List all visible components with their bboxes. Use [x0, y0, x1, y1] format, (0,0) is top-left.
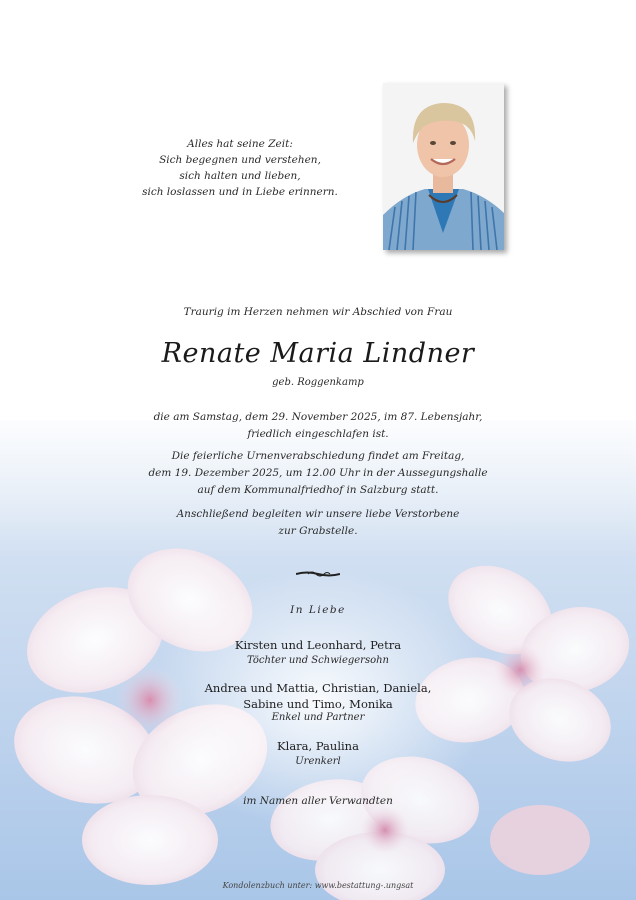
mourners-heading: In Liebe [290, 604, 346, 616]
closing-line: im Namen aller Verwandten [243, 795, 393, 807]
mourner-group-role: Urenkerl [295, 756, 341, 767]
portrait-image [383, 83, 504, 250]
death-line: die am Samstag, dem 29. November 2025, im 87. Lebensjahr, [153, 411, 483, 423]
mourner-group-role: Enkel und Partner [271, 712, 365, 723]
deceased-name: Renate Maria Lindner [161, 338, 475, 369]
mourner-group-names [0, 738, 636, 754]
poem-line: Alles hat seine Zeit: [187, 138, 293, 150]
poem-line: Sich begegnen und verstehen, [159, 154, 321, 166]
mourner-names: Sabine und Timo, Monika [243, 697, 393, 711]
ceremony-line: dem 19. Dezember 2025, um 12.00 Uhr in der Aussegungshalle [148, 467, 488, 479]
birth-name: geb. Roggenkamp [272, 377, 364, 388]
mourner-names: Klara, Paulina [277, 739, 359, 753]
mourner-group-role: Töchter und Schwiegersohn [246, 655, 389, 666]
mourner-names: Kirsten und Leonhard, Petra [234, 638, 402, 652]
death-notice [0, 409, 636, 443]
ceremony-line: auf dem Kommunalfriedhof in Salzburg statt. [197, 484, 439, 496]
poem-line: sich loslassen und in Liebe erinnern. [142, 186, 338, 198]
poem [130, 136, 350, 200]
ceremony-line: Die feierliche Urnenverabschiedung findet am Freitag, [171, 450, 465, 462]
mourner-group-names [0, 637, 636, 653]
ornament-divider-icon [296, 568, 340, 580]
mourner-names: Andrea und Mattia, Christian, Daniela, [204, 681, 432, 695]
death-line: friedlich eingeschlafen ist. [247, 428, 389, 440]
poem-line: sich halten und lieben, [179, 170, 301, 182]
burial-line: Anschließend begleiten wir unsere liebe Verstorbene [176, 508, 460, 520]
burial-line: zur Grabstelle. [278, 525, 358, 537]
intro-line: Traurig im Herzen nehmen wir Abschied von Frau [183, 306, 453, 318]
ceremony-notice [0, 448, 636, 499]
portrait-photo [383, 83, 504, 250]
mourner-group-names [0, 680, 636, 712]
burial-notice [0, 506, 636, 540]
condolence-footer: Kondolenzbuch unter: www.bestattung-.ungsat [222, 881, 414, 890]
